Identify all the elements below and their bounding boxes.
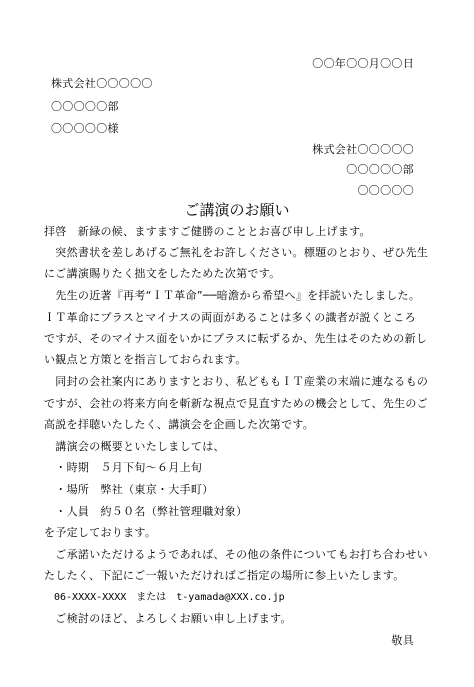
body-line: ですが、会社の将来方向を斬新な視点で見直すための機会として、先生のご: [44, 397, 428, 410]
recipient-department: 〇〇〇〇〇部: [51, 100, 119, 113]
body-line: ＩＴ革命にプラスとマイナスの両面があることは多くの識者が説くところ: [44, 311, 416, 324]
sender-name: 〇〇〇〇〇: [357, 184, 414, 197]
body-line: ご承諾いただけるようであれば、その他の条件についてもお打ち合わせい: [44, 548, 428, 561]
body-line: 突然書状を差しあげるご無礼をお許しください。標題のとおり、ぜひ先生: [44, 246, 429, 259]
body-line: 先生の近著『再考“ＩＴ革命”──暗澹から希望へ』を拝読いたしました。: [44, 289, 421, 302]
sender-department: 〇〇〇〇〇部: [346, 163, 414, 176]
recipient-name: 〇〇〇〇〇様: [51, 122, 119, 135]
body-line: 講演会の概要といたしましては、: [44, 440, 225, 453]
list-item: ・場所 弊社（東京・大手町）: [44, 483, 214, 496]
letter-title: ご講演のお願い: [184, 201, 290, 219]
list-item: ・時期 ５月下旬～６月上旬: [44, 461, 203, 474]
body-line: にご講演賜りたく拙文をしたためた次第です。: [44, 267, 281, 280]
body-line: 同封の会社案内にありますとおり、私どももＩＴ産業の末端に連なるもの: [44, 375, 429, 388]
body-line: を予定しております。: [44, 526, 157, 539]
body-line: 拝啓 新緑の候、ますますご健勝のこととお喜び申し上げます。: [44, 225, 371, 238]
body-line: ご検討のほど、よろしくお願い申し上げます。: [44, 612, 292, 625]
body-line: たしたく、下記にご一報いただければご指定の場所に参上いたします。: [44, 569, 405, 582]
list-item: ・人員 約５０名（弊社管理職対象）: [44, 505, 248, 518]
body-line: い観点と方策とを指言しておられます。: [44, 353, 247, 366]
closing-word: 敬具: [391, 634, 414, 647]
recipient-company: 株式会社〇〇〇〇〇: [51, 77, 153, 90]
body-line: ですが、そのマイナス面をいかにプラスに転ずるか、先生はそのための新し: [44, 332, 428, 345]
body-line: 高説を拝聴いたしたく、講演会を企画した次第です。: [44, 418, 315, 431]
contact-line: 06-XXXX-XXXX または t-yamada@XXX.co.jp: [44, 592, 285, 603]
sender-company: 株式会社〇〇〇〇〇: [312, 143, 414, 156]
letter-date: 〇〇年〇〇月〇〇日: [312, 57, 414, 70]
